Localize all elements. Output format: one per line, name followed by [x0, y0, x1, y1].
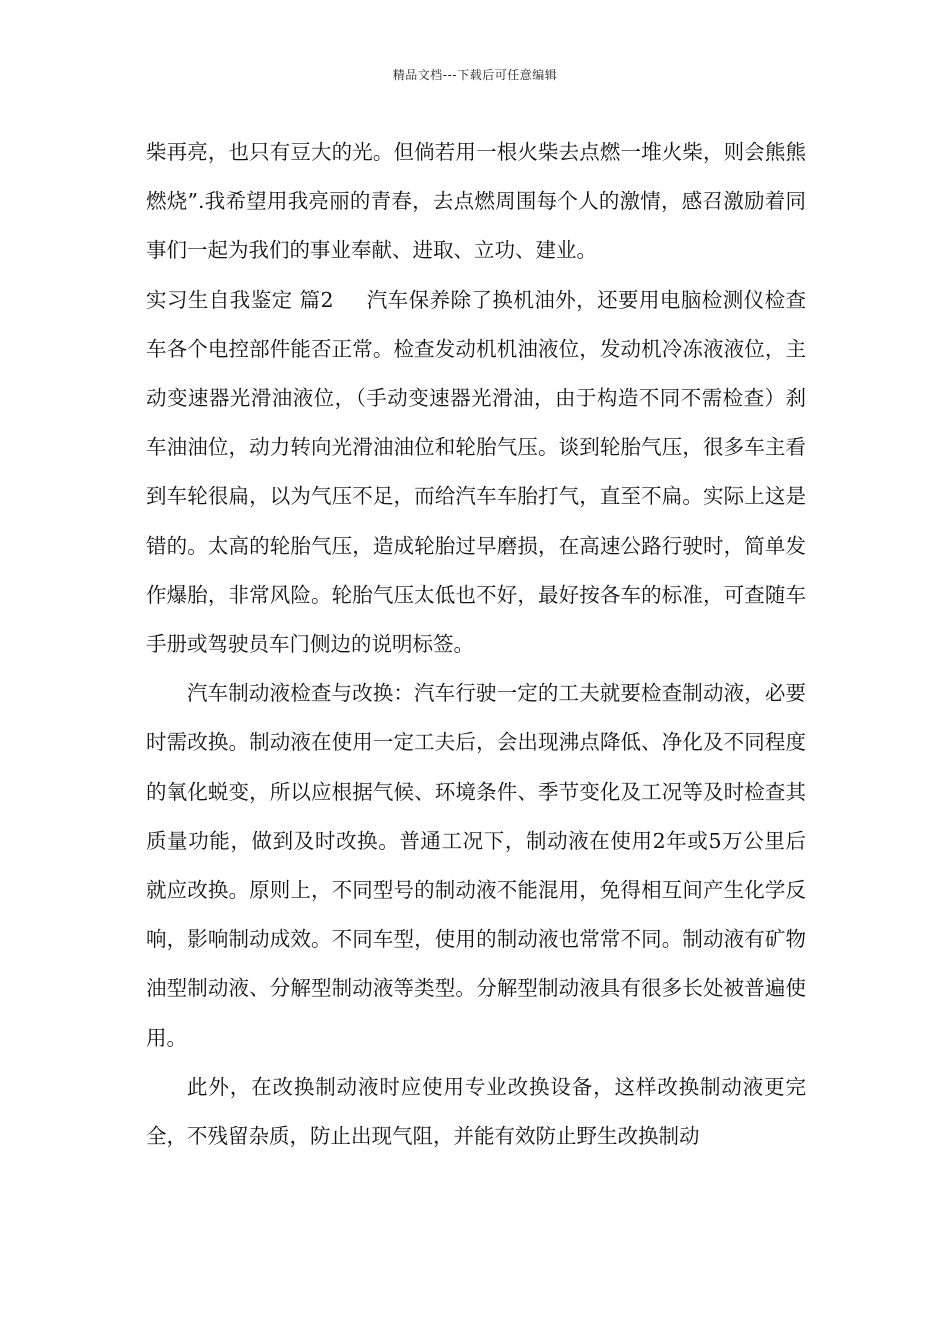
section-title: 实习生自我鉴定 篇2 [146, 287, 334, 312]
paragraph-1: 柴再亮，也只有豆大的光。但倘若用一根火柴去点燃一堆火柴，则会熊熊燃烧”.我希望用我亮丽的青春，去点燃周围每个人的激情，感召激励着同事们一起为我们的事业奉献、进取、立功、建业。 [146, 140, 806, 263]
paragraph-3: 汽车制动液检查与改换：汽车行驶一定的工夫就要检查制动液，必要时需改换。制动液在使用一定工夫后，会出现沸点降低、净化及不同程度的氧化蜕变，所以应根据气候、环境条件、季节变化及工况等及时检查其质量功能，做到及时改换。普通工况下，制动液在使用2年或5万公里后就应改换。原则上，不同型号的制动液不能混用，免得相互间产生化学反响，影响制动成效。不同车型，使用的制动液也常常不同。制动液有矿物油型制动液、分解型制动液等类型。分解型制动液具有很多长处被普遍使用。 [146, 681, 806, 1050]
paragraph-4: 此外，在改换制动液时应使用专业改换设备，这样改换制动液更完全，不残留杂质，防止出现气阻，并能有效防止野生改换制动 [146, 1074, 806, 1149]
paragraph-2 [146, 276, 806, 670]
document-body [146, 128, 806, 1161]
paragraph-2-text: 汽车保养除了换机油外，还要用电脑检测仪检查车各个电控部件能否正常。检查发动机机油液位，发动机冷冻液液位，主动变速器光滑油液位，（手动变速器光滑油，由于构造不同不需检查）刹车油油位，动力转向光滑油油位和轮胎气压。谈到轮胎气压，很多车主看到车轮很扁，以为气压不足，而给汽车车胎打气，直至不扁。实际上这是错的。太高的轮胎气压，造成轮胎过早磨损，在高速公路行驶时，简单发作爆胎，非常风险。轮胎气压太低也不好，最好按各车的标准，可查随车手册或驾驶员车门侧边的说明标签。 [146, 287, 807, 657]
page-header: 精品文档---下载后可任意编辑 [392, 68, 558, 82]
